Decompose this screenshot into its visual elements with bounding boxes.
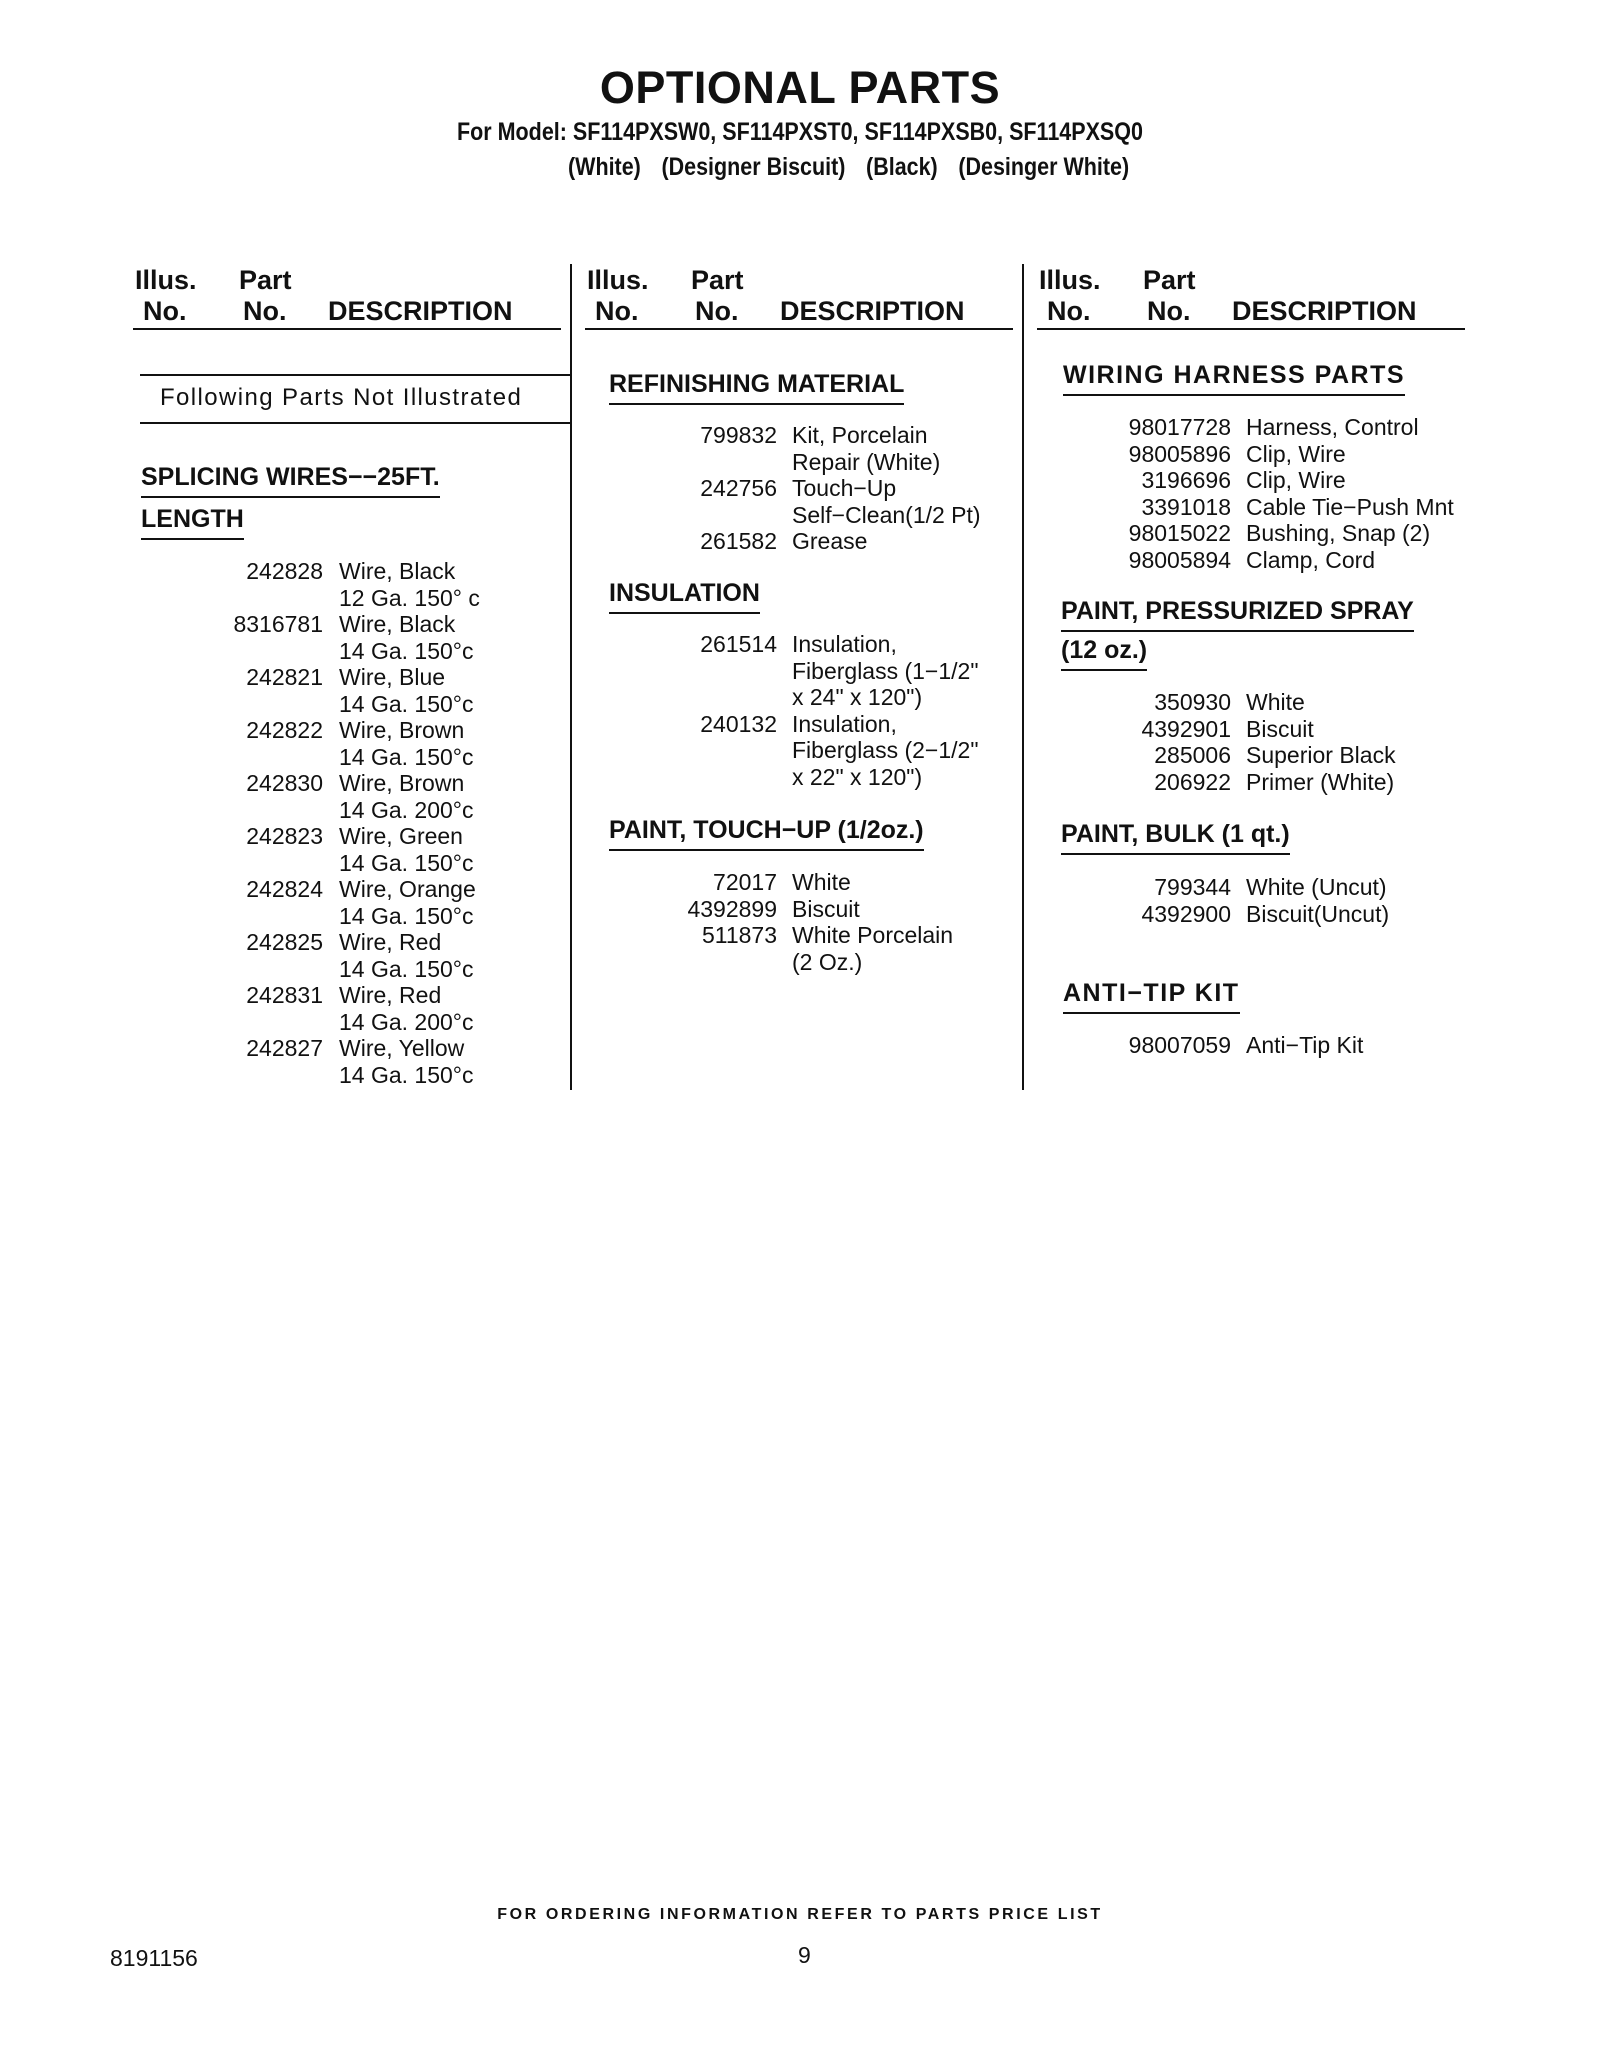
- section-title-refinishing: REFINISHING MATERIAL: [609, 370, 904, 405]
- model-colors: [568, 153, 1170, 182]
- header-part: Part: [691, 265, 744, 295]
- part-number: 98005894: [1128, 546, 1231, 573]
- parts-list-antitip: [1090, 1032, 1363, 1059]
- part-description: Superior Black: [1246, 742, 1396, 768]
- part-row: [205, 876, 480, 929]
- part-description: Harness, Control: [1246, 414, 1419, 440]
- header-part-no: No.: [1147, 296, 1191, 326]
- part-description: Wire, Yellow 14 Ga. 150°c: [339, 1035, 474, 1088]
- header-description: DESCRIPTION: [1232, 296, 1417, 326]
- part-number: 4392900: [1141, 900, 1231, 927]
- color-label: (Desinger White): [958, 153, 1130, 181]
- part-description: Clip, Wire: [1246, 440, 1346, 467]
- section-title-spray: PAINT, PRESSURIZED SPRAY: [1061, 597, 1414, 632]
- part-row: [1090, 874, 1389, 901]
- part-number: 799832: [700, 422, 777, 448]
- part-number: 242825: [246, 929, 323, 955]
- section-title-length: LENGTH: [141, 505, 244, 540]
- part-description: Kit, Porcelain Repair (White): [792, 422, 941, 475]
- part-row: [660, 528, 981, 555]
- part-description: Clamp, Cord: [1246, 546, 1376, 573]
- part-number: 4392899: [687, 895, 777, 922]
- part-number: 206922: [1154, 768, 1231, 795]
- part-row: [205, 1035, 480, 1088]
- part-number: 242824: [246, 876, 323, 902]
- part-number: 511873: [701, 922, 777, 948]
- part-row: [660, 711, 979, 791]
- ordering-note: FOR ORDERING INFORMATION REFER TO PARTS PRICE LIST: [497, 1906, 1103, 1923]
- header-rule: [585, 328, 1013, 330]
- part-description: White Porcelain (2 Oz.): [792, 922, 954, 975]
- part-number: 242827: [246, 1035, 323, 1061]
- part-description: Grease: [792, 528, 868, 554]
- part-description: Wire, Red 14 Ga. 200°c: [339, 982, 474, 1035]
- part-number: 98017728: [1128, 414, 1231, 440]
- part-row: [205, 558, 480, 611]
- part-number: 240132: [700, 710, 777, 737]
- part-row: [1090, 520, 1454, 547]
- part-description: Clip, Wire: [1246, 467, 1346, 493]
- part-description: Primer (White): [1246, 768, 1395, 795]
- header-part: Part: [1143, 265, 1196, 295]
- header-part-no: No.: [695, 296, 739, 326]
- header-rule: [133, 328, 561, 330]
- header-rule: [1037, 328, 1465, 330]
- parts-list-bulk: [1090, 874, 1389, 927]
- part-description: Biscuit(Uncut): [1246, 900, 1390, 927]
- part-description: Insulation, Fiberglass (2−1/2" x 22" x 120"): [792, 710, 979, 790]
- part-number: 242831: [246, 982, 323, 1008]
- part-number: 285006: [1154, 742, 1231, 768]
- document-number: 8191156: [110, 1945, 198, 1971]
- part-number: 242823: [246, 823, 323, 849]
- part-number: 98005896: [1128, 440, 1231, 467]
- page-number: 9: [798, 1942, 811, 1968]
- part-row: [1090, 441, 1454, 468]
- part-description: Insulation, Fiberglass (1−1/2" x 24" x 120"): [792, 631, 979, 710]
- part-row: [205, 611, 480, 664]
- part-description: Cable Tie−Push Mnt: [1246, 493, 1454, 520]
- header-description: DESCRIPTION: [328, 296, 513, 326]
- part-description: Bushing, Snap (2): [1246, 520, 1431, 546]
- part-description: Wire, Brown 14 Ga. 150°c: [339, 717, 474, 770]
- section-title-antitip: ANTI−TIP KIT: [1063, 979, 1240, 1014]
- part-row: [1090, 494, 1454, 521]
- part-row: [205, 823, 480, 876]
- part-row: [1090, 901, 1389, 928]
- part-row: [1090, 742, 1396, 769]
- header-illus-no: No.: [143, 296, 187, 326]
- part-number: 8316781: [233, 611, 323, 637]
- part-number: 3196696: [1141, 467, 1231, 493]
- section-title-wiring: WIRING HARNESS PARTS: [1063, 361, 1405, 396]
- part-row: [660, 475, 981, 528]
- section-title-touchup: PAINT, TOUCH−UP (1/2oz.): [609, 816, 924, 851]
- header-illus: Illus.: [1039, 265, 1101, 295]
- part-number: 98015022: [1128, 520, 1231, 546]
- part-row: [660, 422, 981, 475]
- parts-list-touchup: [660, 869, 953, 975]
- part-description: Wire, Blue 14 Ga. 150°c: [339, 664, 474, 717]
- part-row: [205, 982, 480, 1035]
- header-part: Part: [239, 265, 292, 295]
- part-number: 261514: [700, 631, 777, 657]
- not-illustrated-note: [140, 374, 572, 424]
- part-number: 242756: [700, 475, 777, 501]
- header-illus-no: No.: [595, 296, 639, 326]
- part-description: Wire, Orange 14 Ga. 150°c: [339, 876, 476, 929]
- parts-list-spray: [1090, 689, 1396, 795]
- part-description: White (Uncut): [1246, 874, 1387, 900]
- part-number: 242821: [246, 664, 323, 690]
- header-illus: Illus.: [587, 265, 649, 295]
- part-row: [205, 664, 480, 717]
- part-number: 242830: [246, 770, 323, 796]
- part-number: 261582: [700, 528, 777, 554]
- model-subtitle: For Model: SF114PXSW0, SF114PXST0, SF114PXSB0, SF114PXSQ0: [457, 118, 1143, 146]
- part-row: [1090, 1032, 1363, 1059]
- part-description: Anti−Tip Kit: [1246, 1032, 1364, 1058]
- part-row: [1090, 547, 1454, 574]
- part-number: 242822: [246, 717, 323, 743]
- part-description: Wire, Black 14 Ga. 150°c: [339, 611, 474, 664]
- part-description: Touch−Up Self−Clean(1/2 Pt): [792, 475, 981, 528]
- part-row: [205, 929, 480, 982]
- part-row: [660, 631, 979, 711]
- section-title-bulk: PAINT, BULK (1 qt.): [1061, 820, 1290, 855]
- part-number: 799344: [1154, 874, 1231, 900]
- parts-list-refinishing: [660, 422, 981, 555]
- color-label: (White): [568, 153, 641, 181]
- part-number: 350930: [1154, 689, 1231, 715]
- color-label: (Designer Biscuit): [661, 153, 846, 181]
- part-row: [660, 896, 953, 923]
- part-number: 242828: [246, 558, 323, 584]
- part-description: White: [1246, 689, 1305, 715]
- section-title-insulation: INSULATION: [609, 579, 760, 614]
- part-description: White: [792, 869, 851, 895]
- header-illus: Illus.: [135, 265, 197, 295]
- part-description: Wire, Black 12 Ga. 150° c: [339, 558, 480, 611]
- part-number: 72017: [713, 869, 777, 895]
- parts-list-wiring: [1090, 414, 1454, 573]
- part-row: [1090, 769, 1396, 796]
- part-number: 98007059: [1128, 1032, 1231, 1058]
- part-number: 3391018: [1141, 493, 1231, 520]
- part-description: Wire, Green 14 Ga. 150°c: [339, 823, 474, 876]
- part-row: [1090, 689, 1396, 716]
- part-row: [1090, 414, 1454, 441]
- part-row: [1090, 467, 1454, 494]
- header-illus-no: No.: [1047, 296, 1091, 326]
- part-description: Biscuit: [792, 895, 860, 922]
- part-description: Wire, Brown 14 Ga. 200°c: [339, 770, 474, 823]
- parts-list-insulation: [660, 631, 979, 790]
- part-number: 4392901: [1141, 715, 1231, 742]
- section-title-spray-size: (12 oz.): [1061, 636, 1147, 671]
- section-title-splicing: SPLICING WIRES−−25FT.: [141, 463, 440, 498]
- part-description: Biscuit: [1246, 715, 1314, 742]
- part-row: [1090, 716, 1396, 743]
- color-label: (Black): [866, 153, 938, 181]
- part-row: [205, 770, 480, 823]
- column-divider: [1022, 264, 1024, 1090]
- note-text: Following Parts Not Illustrated: [160, 384, 523, 411]
- part-row: [660, 922, 953, 975]
- header-part-no: No.: [243, 296, 287, 326]
- part-row: [205, 717, 480, 770]
- part-description: Wire, Red 14 Ga. 150°c: [339, 929, 474, 982]
- page-title: OPTIONAL PARTS: [599, 62, 1001, 113]
- part-row: [660, 869, 953, 896]
- parts-list-splicing-wires: [205, 558, 480, 1088]
- header-description: DESCRIPTION: [780, 296, 965, 326]
